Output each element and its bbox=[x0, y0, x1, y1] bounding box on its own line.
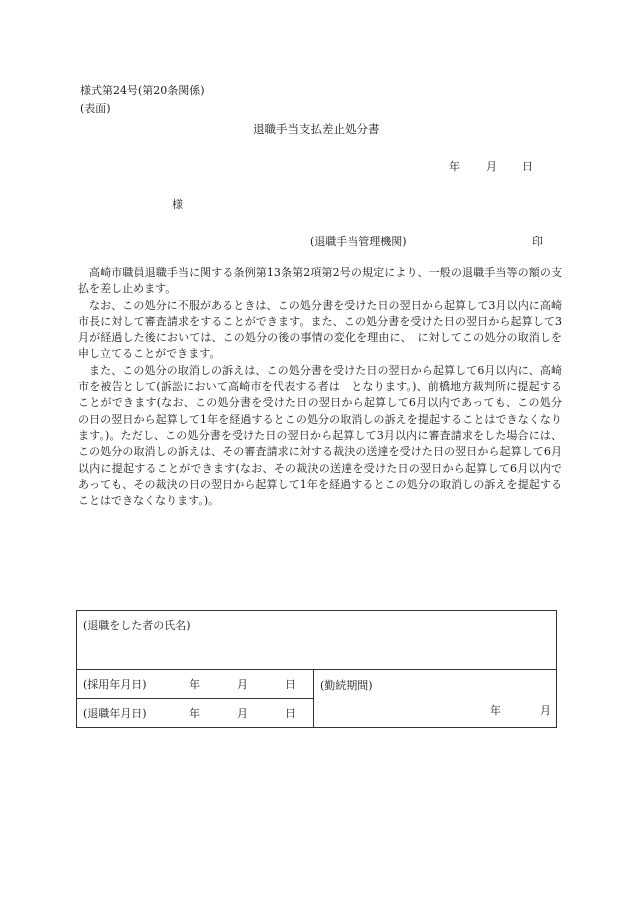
service-period-year: 年 bbox=[490, 704, 501, 717]
seal-mark: 印 bbox=[532, 235, 543, 248]
side-label: (表面) bbox=[80, 102, 111, 115]
addressee-suffix: 様 bbox=[172, 198, 183, 211]
retiree-name-cell bbox=[77, 611, 557, 670]
retire-date-month: 月 bbox=[237, 707, 248, 720]
service-period-month: 月 bbox=[540, 704, 551, 717]
body-paragraph-3: また、この処分の取消しの訴えは、この処分書を受けた日の翌日から起算して6月以内に、高崎市を被告として(訴訟において高崎市を代表する者は となります。)、前橋地方裁判所に提起することができます(なお、この処分書を受けた日の翌日から起算して6月以内であっても、この処分の日の翌日から起算して1年を経過するとこの処分の取消しの訴えを提起することはできなくなります。)。ただし、この処分書を受けた日の翌日から起算して3月以内に審査請求をした場合には、この処分の取消しの訴えは、その審査請求に対する裁決の送達を受けた日の翌日から起算して6月以内に提起することができます(なお、その裁決の送達を受けた日の翌日から起算して6月以内であっても、その裁決の日の翌日から起算して1年を経過するとこの処分の取消しの訴えを提起することはできなくなります。)。 bbox=[78, 363, 562, 508]
service-period-cell bbox=[314, 670, 557, 728]
hire-date-label: (採用年月日) bbox=[83, 678, 147, 691]
retiree-name-label: (退職をした者の氏名) bbox=[83, 619, 191, 632]
hire-date-year: 年 bbox=[189, 678, 200, 691]
body-paragraph-2: なお、この処分に不服があるときは、この処分書を受けた日の翌日から起算して3月以内に高崎市長に対して審査請求をすることができます。また、この処分書を受けた日の翌日から起算して3月が経過した後においては、この処分の後の事情の変化を理由に、 に対してこの処分の取消しを申し立てることができます。 bbox=[78, 298, 562, 361]
retire-date-year: 年 bbox=[189, 707, 200, 720]
hire-date-cell bbox=[77, 670, 314, 699]
hire-date-day: 日 bbox=[285, 678, 296, 691]
hire-date-month: 月 bbox=[237, 678, 248, 691]
body-text bbox=[78, 265, 562, 509]
issue-date-month: 月 bbox=[486, 160, 497, 173]
retiree-info-table bbox=[76, 610, 557, 728]
retire-date-cell bbox=[77, 699, 314, 728]
issue-date-year: 年 bbox=[449, 160, 460, 173]
document-title: 退職手当支払差止処分書 bbox=[253, 122, 380, 136]
issuer-label: (退職手当管理機関) bbox=[310, 235, 407, 248]
retire-date-label: (退職年月日) bbox=[83, 707, 147, 720]
body-paragraph-1: 高崎市職員退職手当に関する条例第13条第2項第2号の規定により、一般の退職手当等の額の支払を差し止めます。 bbox=[78, 266, 562, 296]
issue-date-day: 日 bbox=[522, 160, 533, 173]
form-number: 様式第24号(第20条関係) bbox=[80, 84, 205, 97]
retire-date-day: 日 bbox=[285, 707, 296, 720]
service-period-label: (勤続期間) bbox=[320, 679, 373, 692]
